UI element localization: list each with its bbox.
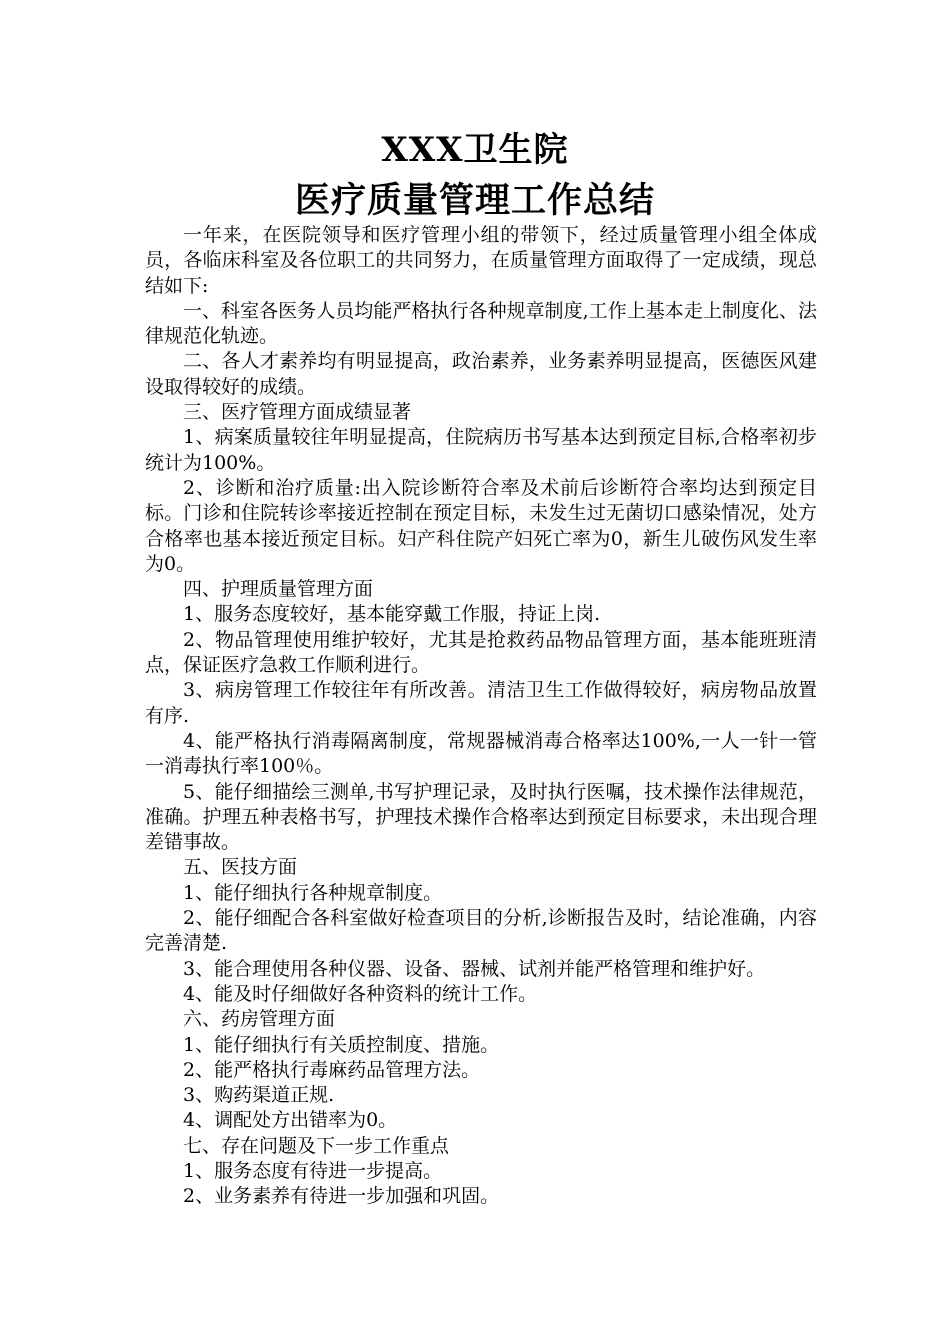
- paragraph-item: 3、能合理使用各种仪器、设备、器械、试剂并能严格管理和维护好。: [183, 957, 766, 980]
- paragraph-item: 1、服务态度较好，基本能穿戴工作服，持证上岗.: [183, 603, 601, 626]
- paragraph-item: 2、诊断和治疗质量:出入院诊断符合率及术前后诊断符合率均达到预定目标。门诊和住院转诊率接近控制在预定目标，未发生过无菌切口感染情况，处方合格率也基本接近预定目标。妇产科住院产妇死亡率为0，新生儿破伤风发生率为0。: [145, 476, 817, 575]
- paragraph-item: 2、业务素养有待进一步加强和巩固。: [183, 1185, 500, 1208]
- paragraph-item: 1、服务态度有待进一步提高。: [183, 1159, 443, 1182]
- paragraph-item: 4、调配处方出错率为0。: [183, 1109, 398, 1132]
- paragraph-item: 2、物品管理使用维护较好，尤其是抢救药品物品管理方面，基本能班班清点，保证医疗急救工作顺利进行。: [145, 628, 817, 677]
- paragraph-section-2: 二、各人才素养均有明显提高，政治素养，业务素养明显提高，医德医风建设取得较好的成绩。: [145, 350, 817, 398]
- paragraph-item: 2、能仔细配合各科室做好检查项目的分析,诊断报告及时，结论准确，内容完善清楚.: [145, 907, 817, 955]
- paragraph-item: 3、病房管理工作较往年有所改善。清洁卫生工作做得较好，病房物品放置有序.: [145, 679, 817, 727]
- paragraph-item: 1、病案质量较往年明显提高，住院病历书写基本达到预定目标,合格率初步统计为100%。: [145, 426, 817, 474]
- paragraph-item: 1、能仔细执行各种规章制度。: [183, 881, 443, 904]
- heading-section-6: 六、药房管理方面: [183, 1008, 336, 1031]
- paragraph-intro: 一年来，在医院领导和医疗管理小组的带领下，经过质量管理小组全体成员，各临床科室及各位职工的共同努力，在质量管理方面取得了一定成绩，现总结如下:: [145, 224, 817, 297]
- paragraph-item: 4、能及时仔细做好各种资料的统计工作。: [183, 982, 538, 1005]
- paragraph-section-1: 一、科室各医务人员均能严格执行各种规章制度,工作上基本走上制度化、法律规范化轨迹。: [145, 299, 817, 348]
- heading-section-7: 七、存在问题及下一步工作重点: [183, 1134, 450, 1157]
- heading-section-3: 三、医疗管理方面成绩显著: [183, 401, 412, 424]
- paragraph-item: 1、能仔细执行有关质控制度、措施。: [183, 1033, 500, 1056]
- paragraph-item: 4、能严格执行消毒隔离制度，常规器械消毒合格率达100%,一人一针一管一消毒执行率100％。: [145, 729, 817, 778]
- document-body: [145, 223, 817, 1210]
- document-title-institution: XXX卫生院: [381, 130, 569, 170]
- paragraph-item: 5、能仔细描绘三测单,书写护理记录，及时执行医嘱，技术操作法律规范，准确。护理五种表格书写，护理技术操作合格率达到预定目标要求，未出现合理差错事故。: [145, 780, 817, 854]
- paragraph-item: 3、购药渠道正规.: [183, 1084, 335, 1107]
- document-title-main: 医疗质量管理工作总结: [294, 180, 655, 221]
- paragraph-item: 2、能严格执行毒麻药品管理方法。: [183, 1058, 481, 1081]
- heading-section-4: 四、护理质量管理方面: [183, 578, 374, 601]
- heading-section-5: 五、医技方面: [183, 856, 298, 879]
